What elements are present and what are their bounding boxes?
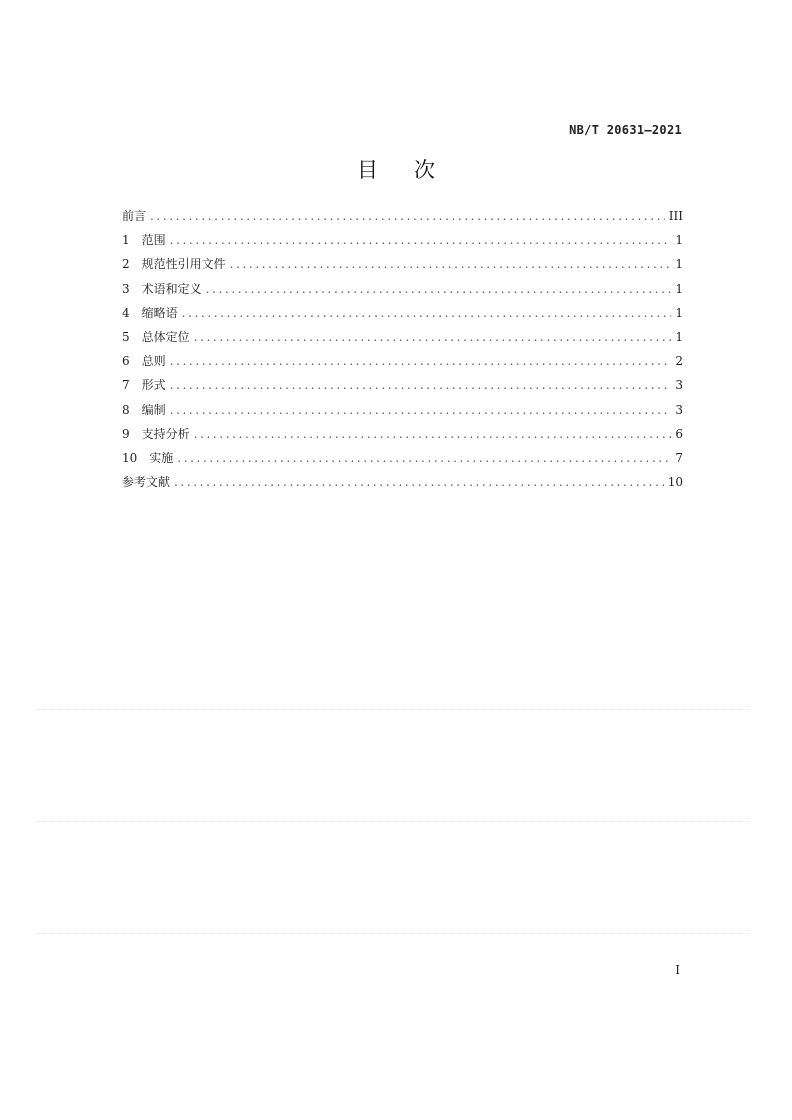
toc-entry-page: 7: [675, 450, 683, 465]
toc-entry-label: [122, 424, 190, 444]
toc-entry-support-analysis[interactable]: [122, 424, 683, 448]
toc-entry-page: 1: [675, 281, 683, 296]
toc-entry-label-text: 术语和定义: [141, 281, 202, 296]
page-number: I: [675, 963, 680, 977]
toc-leader-dots: [170, 351, 671, 371]
toc-entry-foreword[interactable]: [122, 206, 683, 230]
toc-leader-dots: [170, 230, 671, 250]
toc-entry-label-text: 实施: [149, 450, 174, 465]
toc-entry-page: III: [668, 209, 683, 223]
toc-entry-form[interactable]: [122, 375, 683, 399]
toc-entry-label-text: 缩略语: [141, 305, 178, 320]
toc-leader-dots: [170, 400, 671, 420]
toc-entry-label: [122, 375, 166, 395]
toc-leader-dots: [177, 448, 671, 468]
faint-divider: [36, 709, 750, 710]
toc-entry-number: 3: [122, 281, 130, 296]
toc-entry-general[interactable]: [122, 351, 683, 375]
toc-entry-normative-references[interactable]: [122, 254, 683, 278]
toc-entry-label-text: 支持分析: [141, 426, 190, 441]
toc-leader-dots: [194, 424, 671, 444]
toc-leader-dots: [182, 303, 671, 323]
toc-entry-number: 6: [122, 354, 130, 369]
toc-entry-label: [122, 303, 178, 323]
toc-entry-page: 3: [675, 378, 683, 393]
toc-entry-label: [122, 472, 170, 492]
toc-entry-label: [122, 254, 226, 274]
toc-entry-number: 10: [122, 450, 138, 465]
toc-entry-label-text: 总则: [141, 354, 166, 369]
toc-entry-page: 6: [675, 426, 683, 441]
toc-entry-label-text: 参考文献: [122, 475, 171, 490]
toc-entry-compilation[interactable]: [122, 400, 683, 424]
table-of-contents: [122, 206, 683, 496]
toc-leader-dots: [206, 279, 671, 299]
toc-entry-label-text: 前言: [122, 209, 147, 223]
toc-entry-page: 1: [675, 329, 683, 344]
toc-leader-dots: [170, 375, 671, 395]
toc-entry-label: [122, 351, 166, 371]
toc-entry-number: 2: [122, 257, 130, 272]
faint-divider: [36, 933, 750, 934]
toc-entry-terms-definitions[interactable]: [122, 279, 683, 303]
toc-entry-implementation[interactable]: [122, 448, 683, 472]
toc-entry-label: [122, 279, 202, 299]
toc-entry-page: 1: [675, 305, 683, 320]
toc-entry-page: 2: [675, 354, 683, 369]
toc-entry-page: 10: [667, 475, 683, 490]
toc-entry-scope[interactable]: [122, 230, 683, 254]
toc-entry-label-text: 形式: [141, 378, 166, 393]
toc-entry-number: 1: [122, 233, 130, 248]
faint-divider: [36, 821, 750, 822]
toc-entry-label-text: 总体定位: [141, 329, 190, 344]
toc-entry-positioning[interactable]: [122, 327, 683, 351]
toc-entry-number: 4: [122, 305, 130, 320]
page-title: 目次: [357, 158, 471, 182]
toc-leader-dots: [174, 472, 664, 492]
standard-code: NB/T 20631—2021: [569, 123, 682, 137]
toc-entry-label: [122, 400, 166, 420]
toc-entry-label-text: 范围: [141, 233, 166, 248]
toc-entry-number: 8: [122, 402, 130, 417]
toc-entry-number: 5: [122, 329, 130, 344]
toc-entry-page: 1: [675, 233, 683, 248]
toc-entry-number: 9: [122, 426, 130, 441]
toc-leader-dots: [194, 327, 671, 347]
toc-entry-bibliography[interactable]: [122, 472, 683, 496]
toc-entry-page: 3: [675, 402, 683, 417]
toc-entry-label: [122, 448, 173, 468]
toc-entry-label-text: 编制: [141, 402, 166, 417]
toc-leader-dots: [230, 254, 671, 274]
toc-entry-label: [122, 230, 166, 250]
toc-entry-label-text: 规范性引用文件: [141, 257, 226, 272]
toc-entry-label: [122, 206, 146, 226]
toc-leader-dots: [150, 206, 665, 226]
toc-entry-page: 1: [675, 257, 683, 272]
toc-entry-abbreviations[interactable]: [122, 303, 683, 327]
toc-entry-label: [122, 327, 190, 347]
toc-entry-number: 7: [122, 378, 130, 393]
